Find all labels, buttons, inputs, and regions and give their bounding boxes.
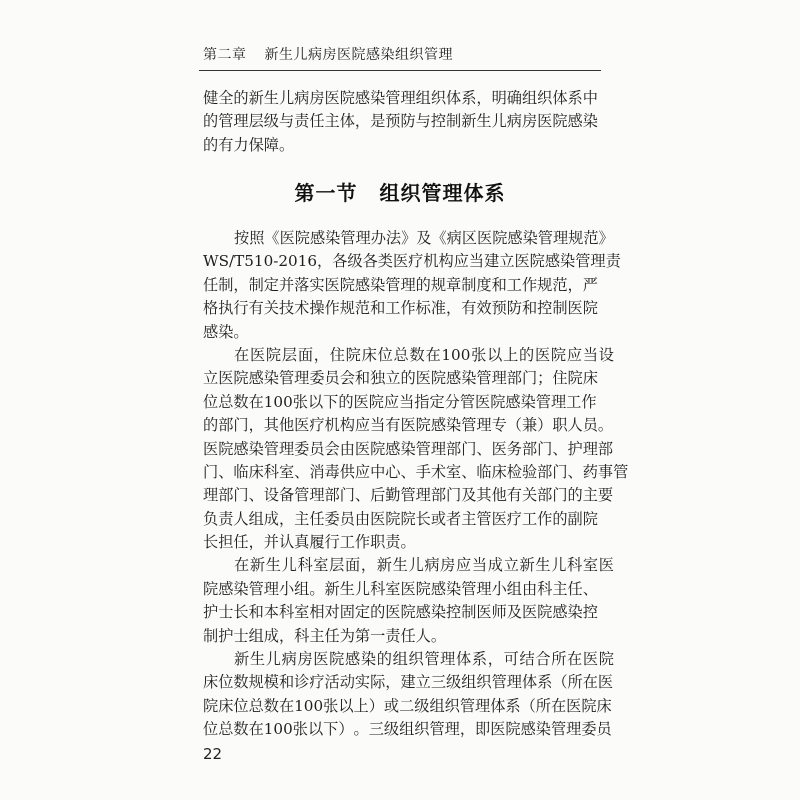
text-line: 格 执 行 有 关 技 术 操 作 规 范 和 工 作 标 准 ， 有 效 预 防 和 控 制 医 院 [203,299,598,318]
text-line: WS/T 510-2016 ， 各 级 各 类 医 疗 机 构 应 当 建 立 医 院 感 染 管 理 责 [203,252,621,271]
text-line: 院 床 位 总 数 在 100 张 以 上 ） 或 二 级 组 织 管 理 体 系 （ 所 在 医 院 床 [203,696,612,715]
text-line: 新 生 儿 病 房 医 院 感 染 的 组 织 管 理 体 系 ， 可 结 合 所 在 医 院 [234,650,614,669]
text-line: 负 责 人 组 成 ， 主 任 委 员 由 医 院 院 长 或 者 主 管 医 疗 工 作 的 副 院 [203,509,598,528]
text-line: 医 院 感 染 管 理 委 员 会 由 医 院 感 染 管 理 部 门 、 医 务 部 门 、 护 理 部 [203,439,614,458]
chapter-title: 新生儿病房医院感染组织管理 [264,47,453,63]
text-line: 床 位 数 规 模 和 诊 疗 活 动 实 际 ， 建 立 三 级 组 织 管 理 体 系 （ 所 在 医 [203,673,614,692]
text-line: 护 士 长 和 本 科 室 相 对 固 定 的 医 院 感 染 控 制 医 师 及 医 院 感 染 控 [203,603,598,622]
text-line: 制护士组成，科主任为第一责任人。 [203,626,446,645]
header-rule [199,70,601,71]
chapter-number: 第二章 [203,47,247,63]
section-number: 第一节 [294,181,358,205]
text-line: 任 制 ， 制 定 并 落 实 医 院 感 染 管 理 的 规 章 制 度 和 工 作 规 范 ， 严 [203,275,598,294]
text-line: 在 新 生 儿 科 室 层 面 ， 新 生 儿 病 房 应 当 成 立 新 生 儿 科 室 医 [234,556,614,575]
text-line: 位 总 数 在 100 张 以 下 的 医 院 应 当 指 定 分 管 医 院 感 染 管 理 工 作 [203,392,597,411]
text-line: 在 医 院 层 面 ， 住 院 床 位 总 数 在 100 张 以 上 的 医 院 应 当 设 [234,345,614,364]
text-line: 长担任，并认真履行工作职责。 [203,533,416,552]
text-line: 的 部 门 ， 其 他 医 疗 机 构 应 当 有 医 院 感 染 管 理 专 （ 兼 ） 职 人 员 。 [203,416,614,435]
text-line: 的有力保障。 [203,135,295,154]
text-line: 院 感 染 管 理 小 组 。 新 生 儿 科 室 医 院 感 染 管 理 小 组 由 科 主 任 、 [203,579,598,598]
text-line: 门 、 临 床 科 室 、 消 毒 供 应 中 心 、 手 术 室 、 临 床 检 验 部 门 、 药 事 管 [203,462,629,481]
section-heading [0,177,800,206]
section-body [203,227,629,742]
text-line: 感染。 [203,322,249,341]
text-line: 健 全 的 新 生 儿 病 房 医 院 感 染 管 理 组 织 体 系 ， 明 确 组 织 体 系 中 [203,89,598,107]
text-line: 的 管 理 层 级 与 责 任 主 体 ， 是 预 防 与 控 制 新 生 儿 病 房 医 院 感 染 [203,112,598,131]
running-header [203,44,453,64]
text-line: 理 部 门 、 设 备 管 理 部 门 、 后 勤 管 理 部 门 及 其 他 有 关 部 门 的 主 要 [203,486,614,505]
section-title: 组织管理体系 [379,181,506,205]
page-number: 22 [203,745,223,763]
text-line: 立 医 院 感 染 管 理 委 员 会 和 独 立 的 医 院 感 染 管 理 部 门 ； 住 院 床 [203,369,598,388]
text-line: 位 总 数 在 100 张 以 下 ） 。 三 级 组 织 管 理 ， 即 医 院 感 染 管 理 委 员 [203,720,612,739]
intro-paragraph [203,87,598,157]
text-line: 按 照 《 医 院 感 染 管 理 办 法 》 及 《 病 区 医 院 感 染 管 理 规 范 》 [234,229,614,247]
